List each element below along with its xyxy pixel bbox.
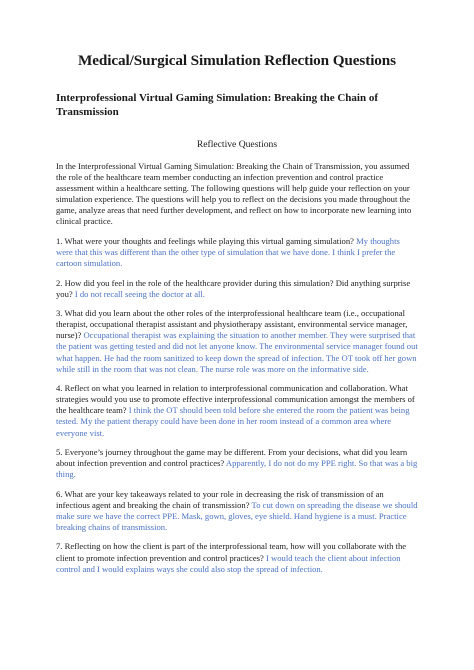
question-item: [56, 447, 418, 480]
question-item: [56, 278, 418, 300]
question-item: [56, 489, 418, 533]
answer-text: To cut down on spreading the disease we should make sure we have the correct PPE. Mask, gown, gloves, eye shield. Hand hygiene is a must. Practice breaking chains of transmission.: [56, 499, 418, 532]
question-text: 2. How did you feel in the role of the healthcare provider during this simulation? Did anything surprise you?: [56, 277, 411, 299]
intro-paragraph: In the Interprofessional Virtual Gaming Simulation: Breaking the Chain of Transmission, you assumed the role of the healthcare team member conducting an infection prevention and control practice assessment within a healthcare setting. The following questions will help guide your reflection on your simulation experience. The questions will help you to reflect on the decisions you made throughout the game, analyze areas that need further development, and reflect on how to incorporate new learning into clinical practice.: [56, 161, 412, 227]
question-text: 1. What were your thoughts and feelings while playing this virtual gaming simulation?: [56, 235, 354, 246]
answer-text: My thoughts were that this was different than the other type of simulation that we have done. I think I prefer the cartoon simulation.: [56, 235, 400, 269]
document-title: Medical/Surgical Simulation Reflection Questions: [78, 52, 396, 69]
answer-text: Apparently, I do not do my PPE right. So that was a big thing.: [56, 458, 418, 480]
question-text: 6. What are your key takeaways related to your role in decreasing the risk of transmission of an infectious agent and breaking the chain of transmission?: [56, 488, 384, 510]
answer-text: Occupational therapist was explaining the situation to another member. They were surprised that the patient was getting tested and did not let anyone know. The environmental service manager found out what happen. He had the room sanitized to keep down the spread of infection. The OT took off her gown while still in the room that was not clean. The nurse role was more on the informative side.: [56, 330, 418, 374]
question-text: 4. Reflect on what you learned in relation to interprofessional communication and collaboration. What strategies would you use to promote effective interprofessional communication amongst the members of the healthcare team?: [56, 383, 415, 416]
question-item: [56, 541, 418, 574]
question-text: 3. What did you learn about the other roles of the interprofessional healthcare team (i.e., occupational therapist, occupational therapist assistant and physiotherapy assistant, environmental service manager, nurse)?: [56, 308, 408, 341]
question-item: [56, 383, 418, 438]
question-text: 7. Reflecting on how the client is part of the interprofessional team, how will you collaborate with the client to promote infection prevention and control practices?: [56, 541, 407, 563]
answer-text: I would teach the client about infection control and I would explains ways she could also stop the spread of infection.: [56, 552, 401, 574]
document-subtitle: Interprofessional Virtual Gaming Simulation: Breaking the Chain of Transmission: [56, 92, 378, 118]
answer-text: I do not recall seeing the doctor at all.: [74, 288, 205, 299]
question-text: 5. Everyone’s journey throughout the game may be different. From your decisions, what did you learn about infection prevention and control practices?: [56, 447, 408, 469]
question-item: [56, 236, 418, 269]
answer-text: I think the OT should been told before she entered the room the patient was being tested. My the patient therapy could have been done in her room instead of a common area where everyone vist.: [56, 405, 410, 438]
section-heading: Reflective Questions: [196, 139, 278, 150]
question-item: [56, 308, 418, 375]
